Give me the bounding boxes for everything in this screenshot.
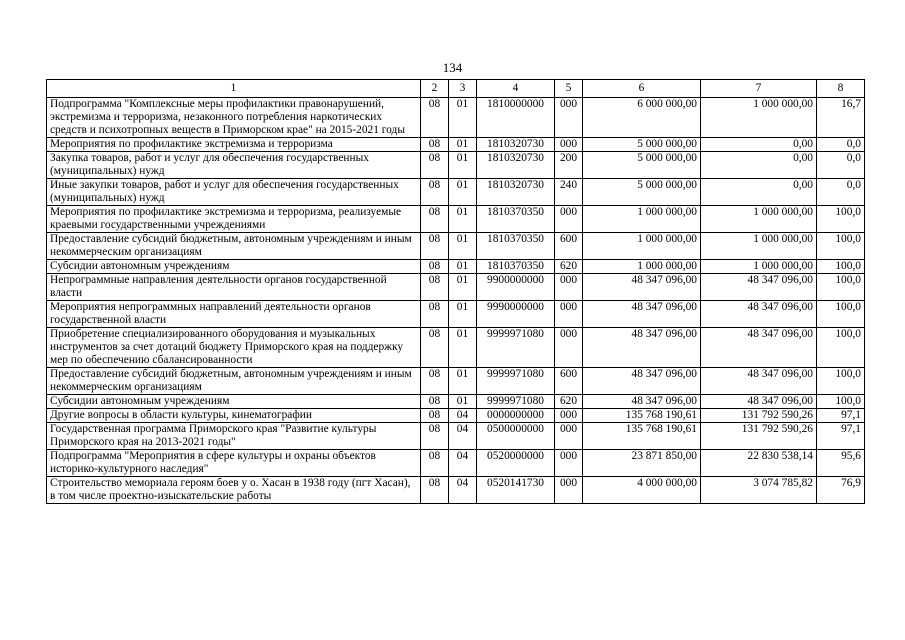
expense-type-code-cell: 000 — [555, 409, 583, 423]
executed-amount-cell: 48 347 096,00 — [701, 395, 817, 409]
subsection-code-cell: 04 — [449, 450, 477, 477]
target-article-code-cell: 1810370350 — [477, 206, 555, 233]
column-header: 8 — [817, 80, 865, 98]
subsection-code-cell: 01 — [449, 179, 477, 206]
planned-amount-cell: 1 000 000,00 — [583, 233, 701, 260]
executed-amount-cell: 0,00 — [701, 179, 817, 206]
execution-percent-cell: 0,0 — [817, 152, 865, 179]
table-row — [47, 368, 865, 395]
expense-type-code-cell: 000 — [555, 477, 583, 504]
planned-amount-cell: 4 000 000,00 — [583, 477, 701, 504]
page-number: 134 — [442, 60, 463, 75]
target-article-code-cell: 0520000000 — [477, 450, 555, 477]
table-row — [47, 328, 865, 368]
subsection-code-cell: 01 — [449, 301, 477, 328]
subsection-code-cell: 01 — [449, 138, 477, 152]
expense-type-code-cell: 200 — [555, 152, 583, 179]
planned-amount-cell: 23 871 850,00 — [583, 450, 701, 477]
row-name-cell: Государственная программа Приморского края "Развитие культуры Приморского края на 2013-2021 годы" — [47, 423, 421, 450]
execution-percent-cell: 100,0 — [817, 206, 865, 233]
row-name-cell: Строительство мемориала героям боев у о. Хасан в 1938 году (пгт Хасан), в том числе проектно-изыскательские работы — [47, 477, 421, 504]
execution-percent-cell: 97,1 — [817, 423, 865, 450]
executed-amount-cell: 22 830 538,14 — [701, 450, 817, 477]
row-name-cell: Подпрограмма "Комплексные меры профилактики правонарушений, экстремизма и терроризма, незаконного потребления наркотических средств и психотропных веществ в Приморском крае" на 2015-2021 годы — [47, 98, 421, 138]
table-row — [47, 274, 865, 301]
subsection-code-cell: 01 — [449, 233, 477, 260]
row-name-cell: Другие вопросы в области культуры, кинематографии — [47, 409, 421, 423]
table-row — [47, 152, 865, 179]
executed-amount-cell: 1 000 000,00 — [701, 260, 817, 274]
planned-amount-cell: 5 000 000,00 — [583, 179, 701, 206]
section-code-cell: 08 — [421, 368, 449, 395]
execution-percent-cell: 100,0 — [817, 395, 865, 409]
expense-type-code-cell: 600 — [555, 368, 583, 395]
expense-type-code-cell: 000 — [555, 423, 583, 450]
executed-amount-cell: 131 792 590,26 — [701, 409, 817, 423]
column-header: 7 — [701, 80, 817, 98]
column-header: 5 — [555, 80, 583, 98]
section-code-cell: 08 — [421, 328, 449, 368]
section-code-cell: 08 — [421, 98, 449, 138]
target-article-code-cell: 9990000000 — [477, 301, 555, 328]
planned-amount-cell: 48 347 096,00 — [583, 301, 701, 328]
subsection-code-cell: 04 — [449, 423, 477, 450]
execution-percent-cell: 100,0 — [817, 274, 865, 301]
row-name-cell: Приобретение специализированного оборудования и музыкальных инструментов за счет дотаций бюджету Приморского края на поддержку мер по обеспечению сбалансированности — [47, 328, 421, 368]
section-code-cell: 08 — [421, 138, 449, 152]
executed-amount-cell: 48 347 096,00 — [701, 328, 817, 368]
execution-percent-cell: 100,0 — [817, 260, 865, 274]
column-header: 1 — [47, 80, 421, 98]
planned-amount-cell: 48 347 096,00 — [583, 395, 701, 409]
executed-amount-cell: 48 347 096,00 — [701, 301, 817, 328]
executed-amount-cell: 131 792 590,26 — [701, 423, 817, 450]
executed-amount-cell: 0,00 — [701, 138, 817, 152]
table-header-row — [47, 80, 865, 98]
expense-type-code-cell: 240 — [555, 179, 583, 206]
row-name-cell: Предоставление субсидий бюджетным, автономным учреждениям и иным некоммерческим организациям — [47, 368, 421, 395]
section-code-cell: 08 — [421, 260, 449, 274]
column-header: 2 — [421, 80, 449, 98]
planned-amount-cell: 135 768 190,61 — [583, 409, 701, 423]
row-name-cell: Субсидии автономным учреждениям — [47, 395, 421, 409]
row-name-cell: Мероприятия по профилактике экстремизма и терроризма — [47, 138, 421, 152]
executed-amount-cell: 1 000 000,00 — [701, 98, 817, 138]
section-code-cell: 08 — [421, 477, 449, 504]
row-name-cell: Закупка товаров, работ и услуг для обеспечения государственных (муниципальных) нужд — [47, 152, 421, 179]
target-article-code-cell: 1810320730 — [477, 152, 555, 179]
section-code-cell: 08 — [421, 274, 449, 301]
section-code-cell: 08 — [421, 409, 449, 423]
section-code-cell: 08 — [421, 395, 449, 409]
subsection-code-cell: 01 — [449, 395, 477, 409]
table-row — [47, 395, 865, 409]
subsection-code-cell: 01 — [449, 274, 477, 301]
column-header: 6 — [583, 80, 701, 98]
target-article-code-cell: 9999971080 — [477, 368, 555, 395]
planned-amount-cell: 48 347 096,00 — [583, 274, 701, 301]
execution-percent-cell: 100,0 — [817, 233, 865, 260]
table-row — [47, 138, 865, 152]
table-row — [47, 423, 865, 450]
row-name-cell: Иные закупки товаров, работ и услуг для обеспечения государственных (муниципальных) нужд — [47, 179, 421, 206]
subsection-code-cell: 01 — [449, 368, 477, 395]
section-code-cell: 08 — [421, 179, 449, 206]
planned-amount-cell: 6 000 000,00 — [583, 98, 701, 138]
table-row — [47, 301, 865, 328]
table-row — [47, 98, 865, 138]
section-code-cell: 08 — [421, 450, 449, 477]
expense-type-code-cell: 620 — [555, 395, 583, 409]
execution-percent-cell: 16,7 — [817, 98, 865, 138]
budget-table — [46, 79, 865, 504]
execution-percent-cell: 0,0 — [817, 179, 865, 206]
executed-amount-cell: 3 074 785,82 — [701, 477, 817, 504]
execution-percent-cell: 100,0 — [817, 328, 865, 368]
target-article-code-cell: 1810320730 — [477, 179, 555, 206]
subsection-code-cell: 01 — [449, 260, 477, 274]
expense-type-code-cell: 000 — [555, 328, 583, 368]
table-row — [47, 206, 865, 233]
row-name-cell: Подпрограмма "Мероприятия в сфере культуры и охраны объектов историко-культурного наследия" — [47, 450, 421, 477]
row-name-cell: Мероприятия непрограммных направлений деятельности органов государственной власти — [47, 301, 421, 328]
row-name-cell: Непрограммные направления деятельности органов государственной власти — [47, 274, 421, 301]
target-article-code-cell: 0000000000 — [477, 409, 555, 423]
execution-percent-cell: 97,1 — [817, 409, 865, 423]
planned-amount-cell: 135 768 190,61 — [583, 423, 701, 450]
subsection-code-cell: 01 — [449, 206, 477, 233]
executed-amount-cell: 1 000 000,00 — [701, 206, 817, 233]
subsection-code-cell: 04 — [449, 477, 477, 504]
section-code-cell: 08 — [421, 206, 449, 233]
column-header: 3 — [449, 80, 477, 98]
row-name-cell: Предоставление субсидий бюджетным, автономным учреждениям и иным некоммерческим организациям — [47, 233, 421, 260]
table-row — [47, 179, 865, 206]
execution-percent-cell: 0,0 — [817, 138, 865, 152]
execution-percent-cell: 76,9 — [817, 477, 865, 504]
expense-type-code-cell: 000 — [555, 274, 583, 301]
section-code-cell: 08 — [421, 301, 449, 328]
row-name-cell: Субсидии автономным учреждениям — [47, 260, 421, 274]
expense-type-code-cell: 000 — [555, 98, 583, 138]
target-article-code-cell: 1810000000 — [477, 98, 555, 138]
subsection-code-cell: 01 — [449, 328, 477, 368]
target-article-code-cell: 9999971080 — [477, 328, 555, 368]
target-article-code-cell: 0520141730 — [477, 477, 555, 504]
planned-amount-cell: 5 000 000,00 — [583, 138, 701, 152]
expense-type-code-cell: 000 — [555, 138, 583, 152]
table-row — [47, 409, 865, 423]
table-row — [47, 450, 865, 477]
table-row — [47, 233, 865, 260]
section-code-cell: 08 — [421, 423, 449, 450]
executed-amount-cell: 48 347 096,00 — [701, 368, 817, 395]
subsection-code-cell: 01 — [449, 98, 477, 138]
expense-type-code-cell: 600 — [555, 233, 583, 260]
planned-amount-cell: 5 000 000,00 — [583, 152, 701, 179]
table-row — [47, 477, 865, 504]
subsection-code-cell: 04 — [449, 409, 477, 423]
target-article-code-cell: 9999971080 — [477, 395, 555, 409]
target-article-code-cell: 1810370350 — [477, 260, 555, 274]
target-article-code-cell: 1810370350 — [477, 233, 555, 260]
expense-type-code-cell: 620 — [555, 260, 583, 274]
column-header: 4 — [477, 80, 555, 98]
planned-amount-cell: 48 347 096,00 — [583, 368, 701, 395]
execution-percent-cell: 100,0 — [817, 301, 865, 328]
table-row — [47, 260, 865, 274]
row-name-cell: Мероприятия по профилактике экстремизма и терроризма, реализуемые краевыми государственными учреждениями — [47, 206, 421, 233]
planned-amount-cell: 48 347 096,00 — [583, 328, 701, 368]
expense-type-code-cell: 000 — [555, 206, 583, 233]
executed-amount-cell: 0,00 — [701, 152, 817, 179]
section-code-cell: 08 — [421, 233, 449, 260]
execution-percent-cell: 95,6 — [817, 450, 865, 477]
target-article-code-cell: 1810320730 — [477, 138, 555, 152]
target-article-code-cell: 0500000000 — [477, 423, 555, 450]
execution-percent-cell: 100,0 — [817, 368, 865, 395]
executed-amount-cell: 1 000 000,00 — [701, 233, 817, 260]
subsection-code-cell: 01 — [449, 152, 477, 179]
section-code-cell: 08 — [421, 152, 449, 179]
expense-type-code-cell: 000 — [555, 450, 583, 477]
expense-type-code-cell: 000 — [555, 301, 583, 328]
planned-amount-cell: 1 000 000,00 — [583, 260, 701, 274]
planned-amount-cell: 1 000 000,00 — [583, 206, 701, 233]
executed-amount-cell: 48 347 096,00 — [701, 274, 817, 301]
target-article-code-cell: 9900000000 — [477, 274, 555, 301]
